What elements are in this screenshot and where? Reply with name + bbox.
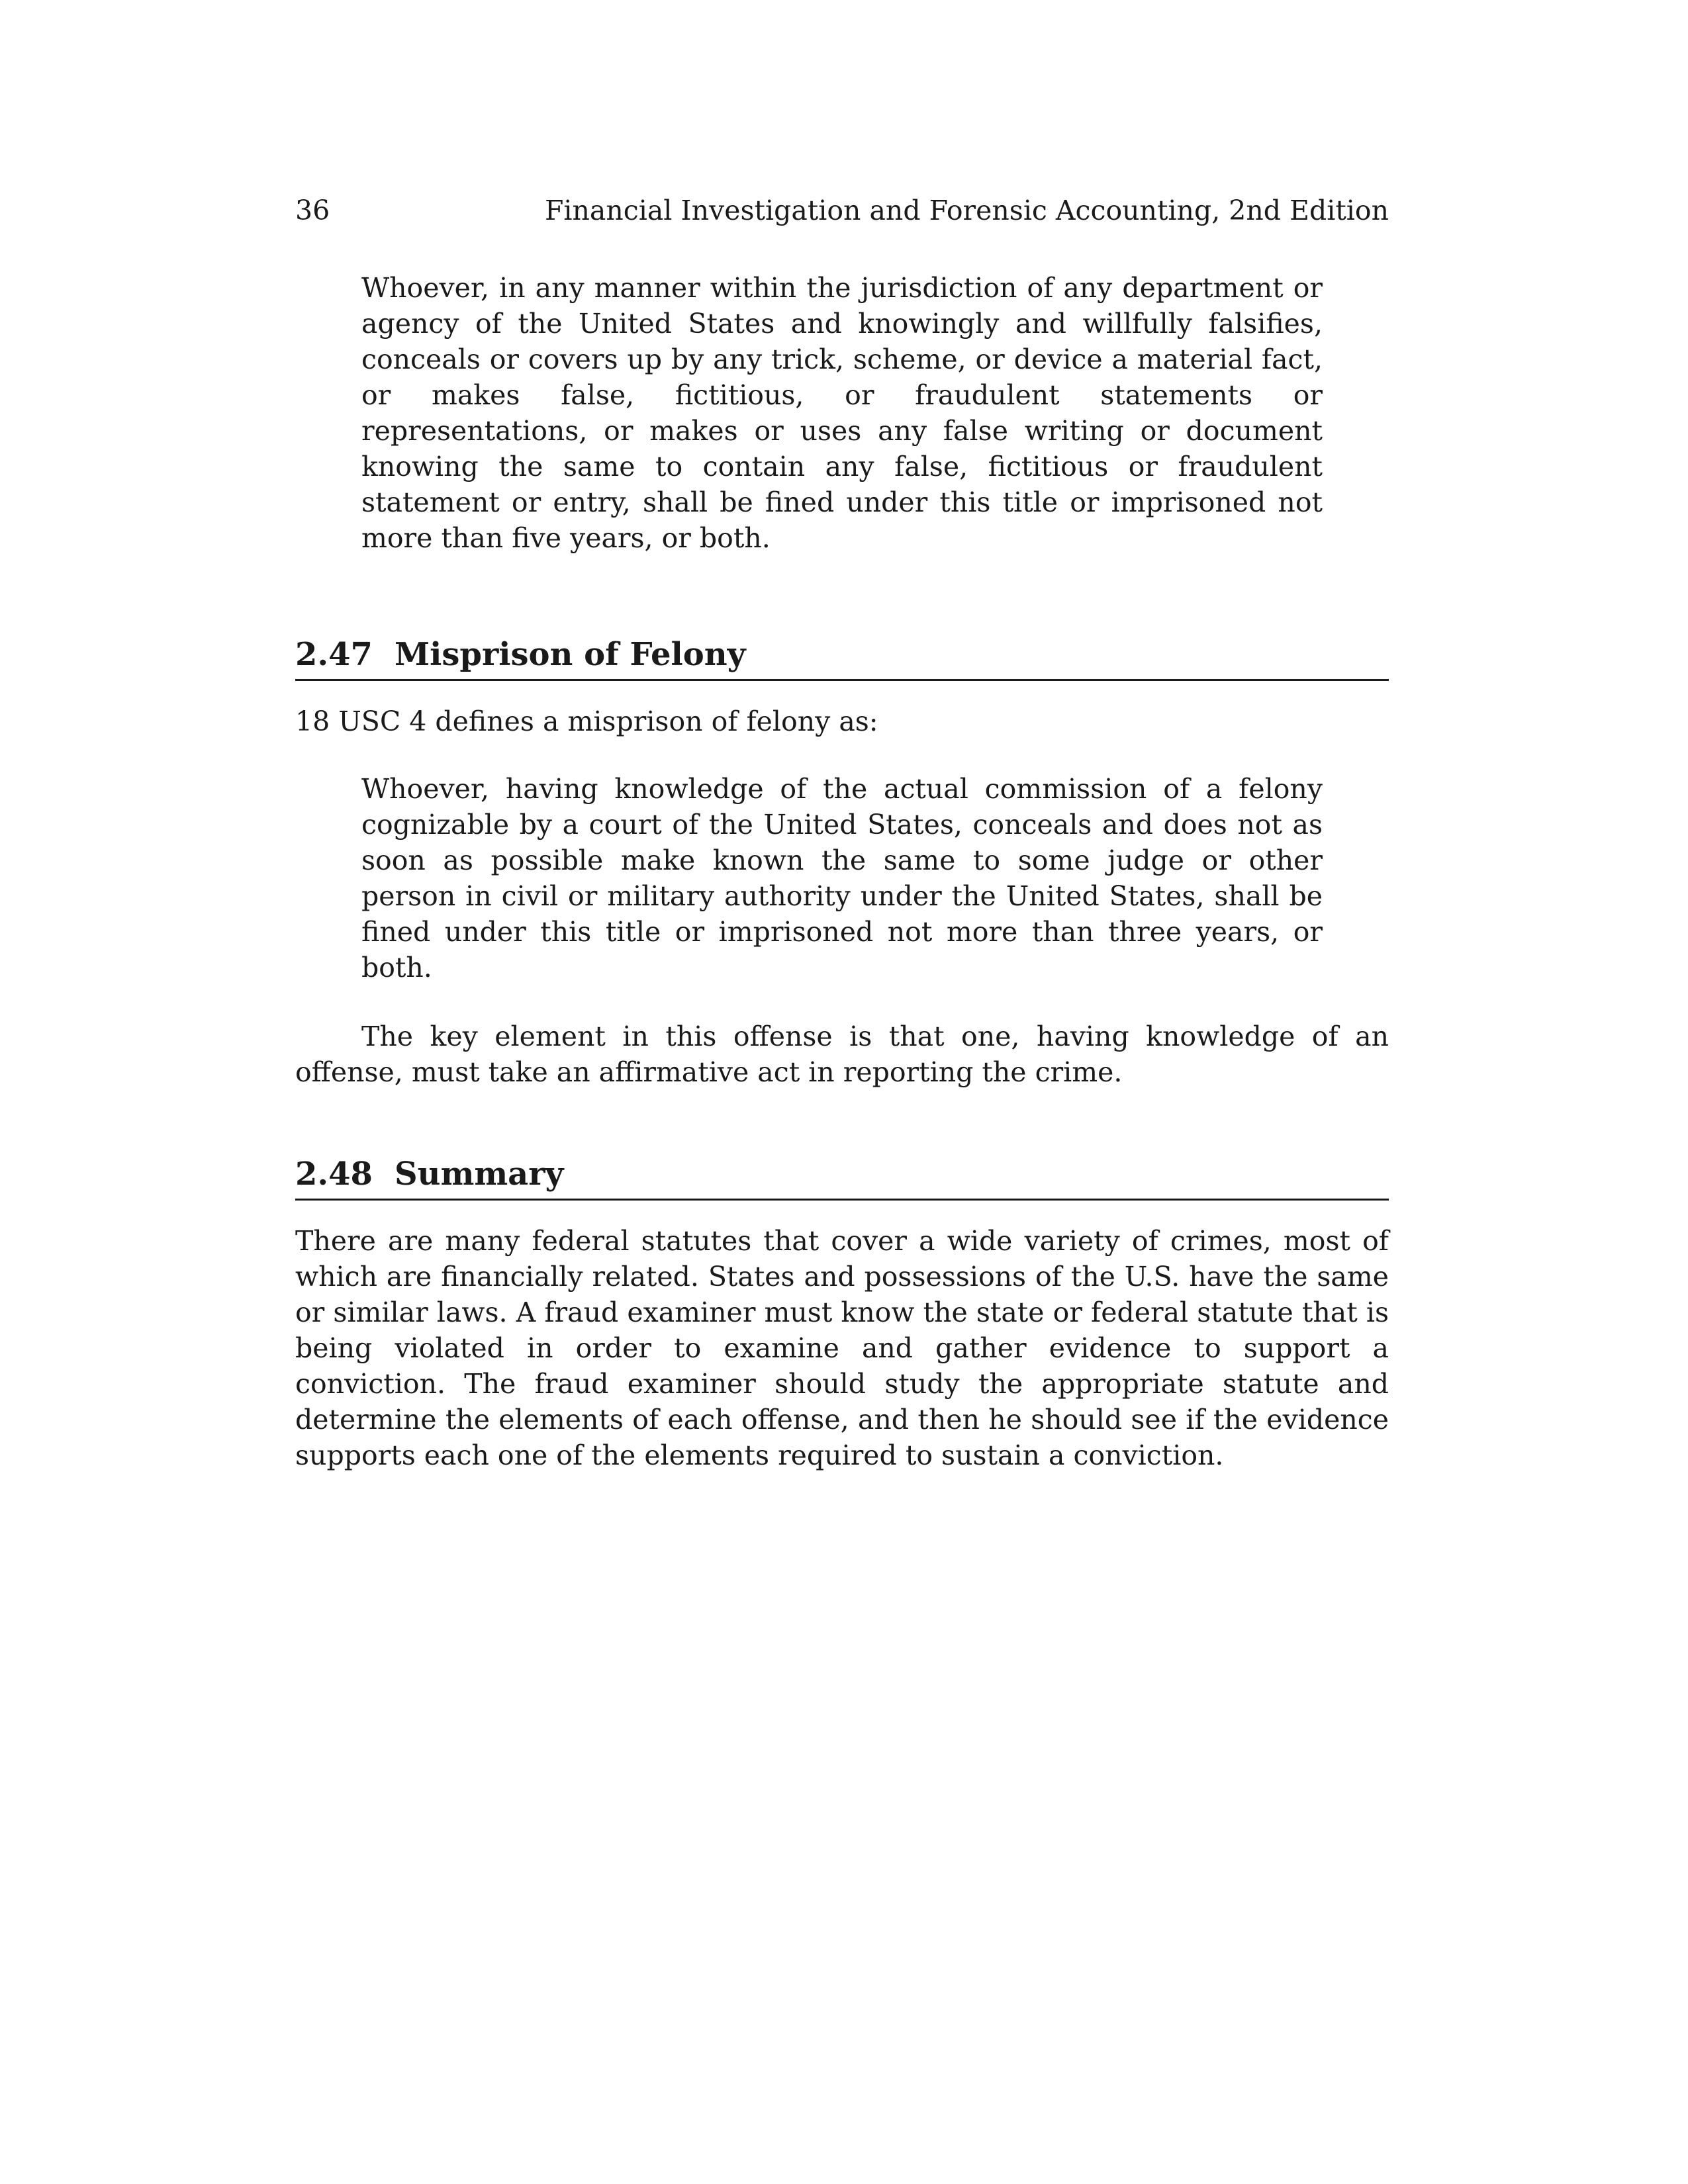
section-heading-2-48 xyxy=(295,1154,1389,1201)
section-title: Misprison of Felony xyxy=(395,636,746,673)
summary-paragraph: There are many federal statutes that cover a wide variety of crimes, most of which are financially related. States and possessions of the U.S. have the same or similar laws. A fraud examiner must know the state or federal statute that is being violated in order to examine and gather evidence to support a conviction. The fraud examiner should study the appropriate statute and determine the elements of each offense, and then he should see if the evidence supports each one of the elements required to sustain a conviction. xyxy=(295,1225,1389,1471)
section-heading-2-47 xyxy=(295,634,1389,681)
section-title: Summary xyxy=(395,1156,564,1193)
statute-quote-misprison: Whoever, having knowledge of the actual commission of a felony cognizable by a court of the United States, conceals and does not as soon as possible make known the same to some judge or other person in civil or military authority under the United States, shall be fined under this title or imprisoned not more than three years, or both. xyxy=(361,773,1323,983)
section-intro-text: 18 USC 4 defines a misprison of felony as: xyxy=(295,705,878,737)
section-number: 2.48 xyxy=(295,1156,373,1193)
statute-quote-false-statements: Whoever, in any manner within the jurisdiction of any department or agency of the United States and knowingly and willfully falsifies, conceals or covers up by any trick, scheme, or device a material fact, or makes false, fictitious, or fraudulent statements or representations, or makes or uses any false writing or document knowing the same to contain any false, fictitious or fraudulent statement or entry, shall be fined under this title or imprisoned not more than five years, or both. xyxy=(361,272,1323,554)
page-number: 36 xyxy=(295,195,330,226)
running-head xyxy=(295,192,1389,229)
section-number: 2.47 xyxy=(295,636,373,673)
body-paragraph: The key element in this offense is that one, having knowledge of an offense, must take an affirmative act in reporting the crime. xyxy=(295,1021,1389,1088)
book-page xyxy=(295,192,1389,1473)
book-title: Financial Investigation and Forensic Accounting, 2nd Edition xyxy=(544,195,1389,226)
